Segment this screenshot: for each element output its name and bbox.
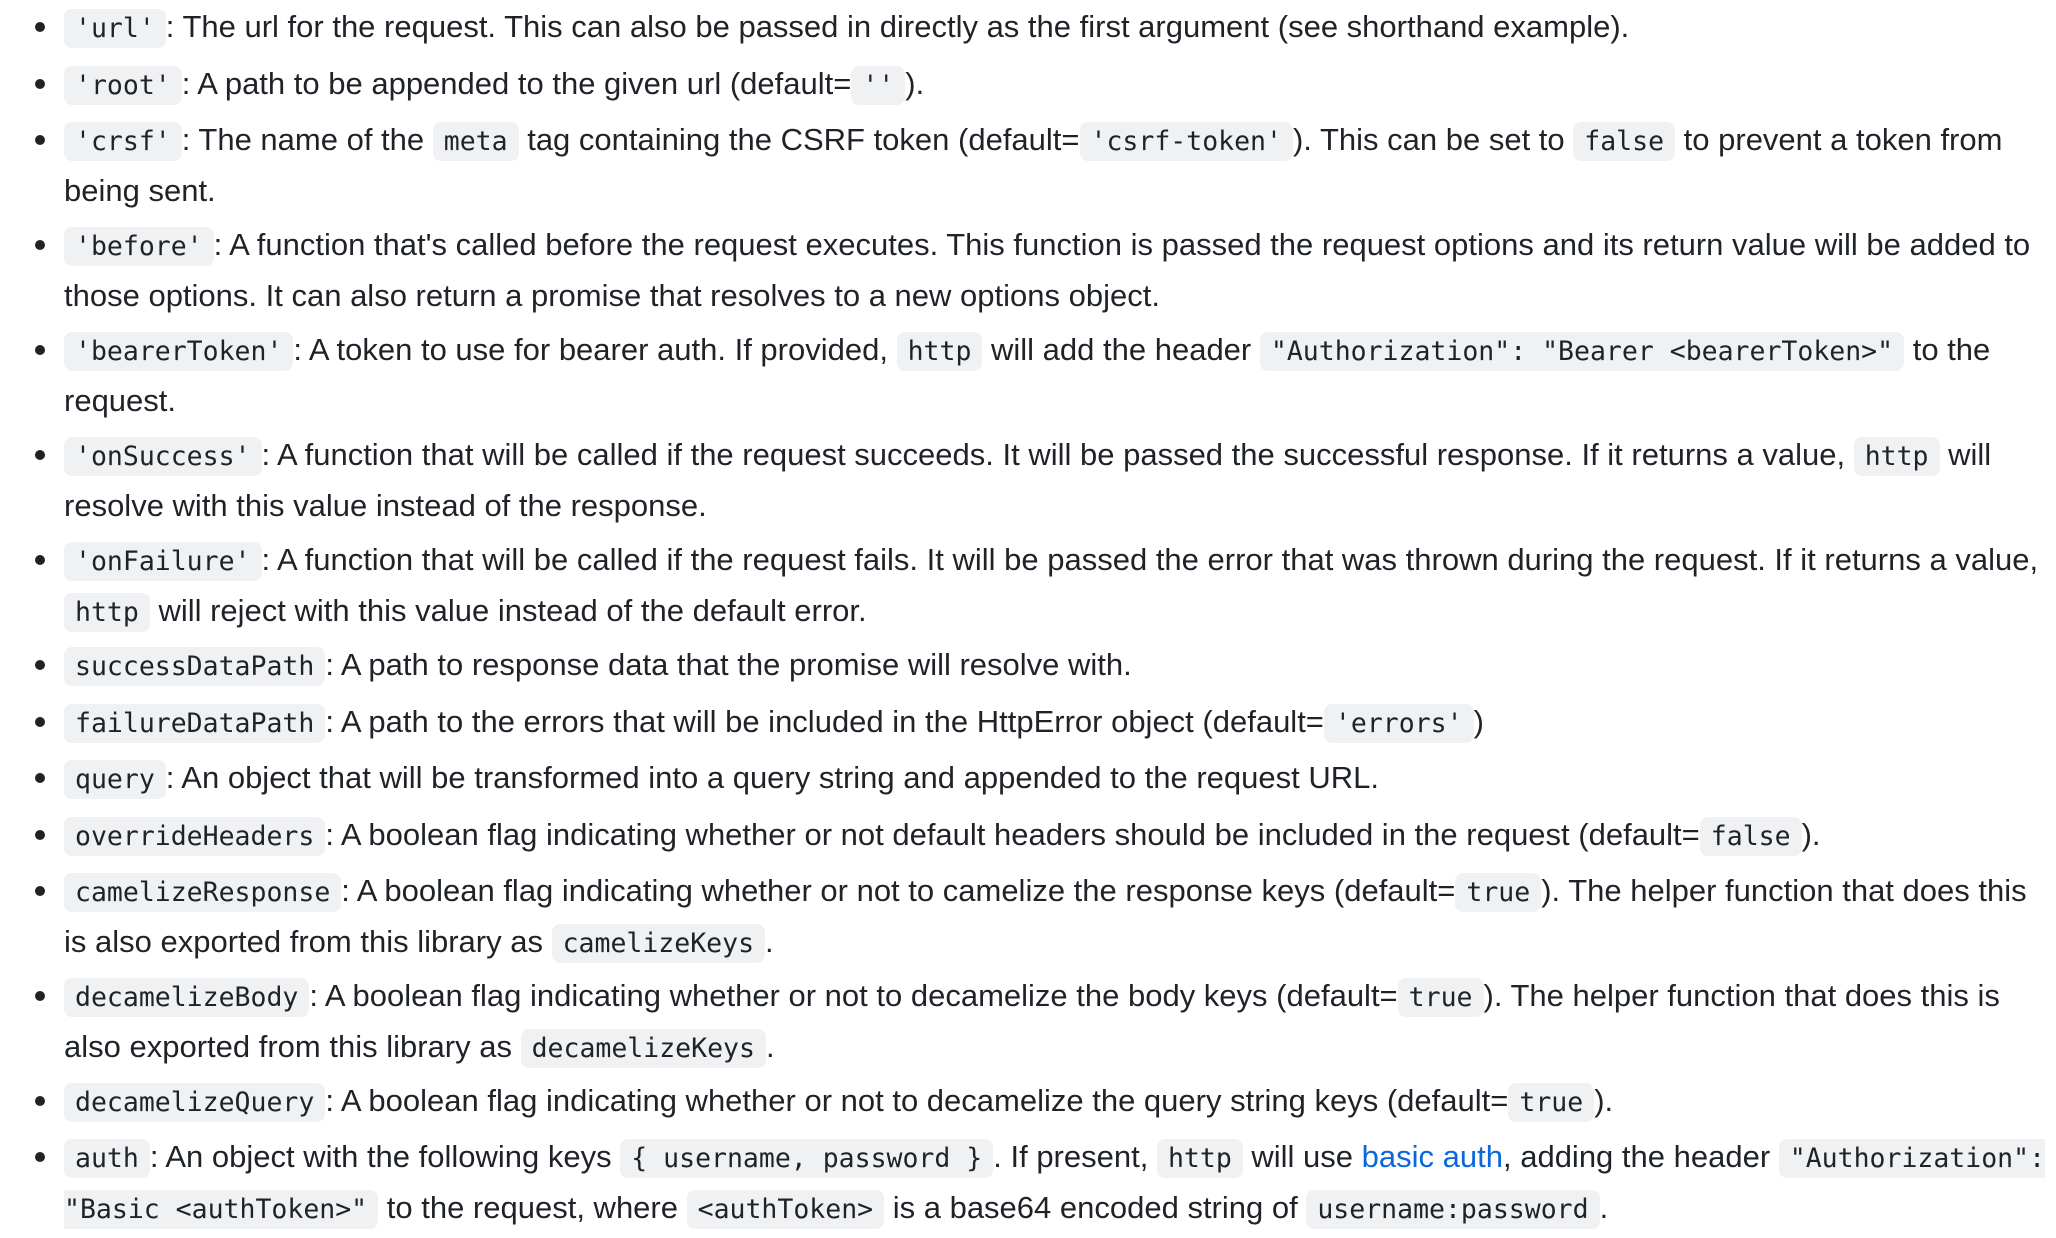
option-key-code: 'root' <box>64 66 182 105</box>
inline-code: "Authorization": "Basic <authToken>" <box>64 1139 2045 1229</box>
option-key-code: auth <box>64 1139 150 1178</box>
option-bearer-token <box>64 326 2049 425</box>
option-description: : A function that will be called if the request succeeds. It will be passed the successful response. If it returns a value, <box>261 437 1854 472</box>
bullet-icon <box>35 450 45 460</box>
bullet-icon <box>35 240 45 250</box>
option-key-code: camelizeResponse <box>64 873 341 912</box>
option-description: ). This can be set to <box>1292 122 1574 157</box>
option-description: : A boolean flag indicating whether or not to decamelize the query string keys (default= <box>325 1083 1509 1118</box>
option-description: : The name of the <box>181 122 433 157</box>
inline-code: true <box>1398 978 1484 1017</box>
inline-code: http <box>1157 1139 1243 1178</box>
option-description: . <box>765 923 774 959</box>
option-description: ) <box>1473 704 1484 739</box>
option-description: : A path to be appended to the given url (default= <box>181 66 852 101</box>
option-key-code: query <box>64 760 166 799</box>
option-query <box>64 754 2049 805</box>
inline-code: username:password <box>1306 1190 1599 1229</box>
option-description: will add the header <box>982 332 1260 367</box>
option-key-code: 'onSuccess' <box>64 437 262 476</box>
option-key-code: 'onFailure' <box>64 542 262 581</box>
bullet-icon <box>35 1152 45 1162</box>
option-description: : A boolean flag indicating whether or not to camelize the response keys (default= <box>341 873 1456 908</box>
option-description: . If present, <box>993 1139 1157 1174</box>
inline-code: 'csrf-token' <box>1080 122 1293 161</box>
option-failure-data-path <box>64 698 2049 749</box>
option-description: : A boolean flag indicating whether or not default headers should be included in the request (default= <box>325 817 1700 852</box>
option-decamelize-query <box>64 1077 2049 1128</box>
option-description: : A function that will be called if the request fails. It will be passed the error that was thrown during the request. If it returns a value, <box>261 542 2039 577</box>
inline-code: meta <box>433 122 519 161</box>
bullet-icon <box>35 886 45 896</box>
option-description: : A path to response data that the promise will resolve with. <box>325 647 1132 682</box>
option-crsf <box>64 116 2049 215</box>
inline-code: decamelizeKeys <box>521 1029 766 1068</box>
option-description: . <box>765 1028 775 1064</box>
bullet-icon <box>35 345 45 355</box>
inline-code: false <box>1573 122 1675 161</box>
option-description: ). <box>1801 817 1821 852</box>
option-description: : A function that's called before the request executes. This function is passed the request options and its return value will be added to those options. It can also return a promise that resolves to a new options object. <box>64 227 2031 313</box>
basic-auth-link[interactable]: basic auth <box>1361 1139 1503 1174</box>
option-description: ). The helper function that does this is also exported from this library as <box>64 873 2027 959</box>
bullet-icon <box>35 555 45 565</box>
inline-code: true <box>1455 873 1541 912</box>
inline-code: http <box>897 332 983 371</box>
option-description: will use <box>1242 1139 1362 1174</box>
option-url <box>64 3 2049 54</box>
bullet-icon <box>35 660 45 670</box>
option-description: to the request. <box>64 332 1991 418</box>
option-description: to the request, where <box>378 1189 687 1225</box>
option-success-data-path <box>64 641 2049 692</box>
bullet-icon <box>35 991 45 1001</box>
option-key-code: overrideHeaders <box>64 817 325 856</box>
bullet-icon <box>35 1096 45 1106</box>
bullet-icon <box>35 773 45 783</box>
option-key-code: 'bearerToken' <box>64 332 293 371</box>
inline-code: http <box>64 593 150 632</box>
inline-code: camelizeKeys <box>552 924 765 963</box>
option-description: . <box>1599 1189 1609 1225</box>
inline-code: false <box>1700 817 1802 856</box>
inline-code: '' <box>851 66 905 105</box>
bullet-icon <box>35 717 45 727</box>
option-description: will reject with this value instead of the default error. <box>149 592 867 628</box>
option-before <box>64 221 2049 320</box>
option-description: tag containing the CSRF token (default= <box>518 122 1080 157</box>
option-camelize-response <box>64 867 2049 968</box>
option-description: : The url for the request. This can also be passed in directly as the first argument (see shorthand example). <box>165 9 1630 44</box>
option-description: : A token to use for bearer auth. If provided, <box>293 332 897 367</box>
option-key-code: failureDataPath <box>64 704 325 743</box>
option-on-success <box>64 431 2049 530</box>
inline-code: <authToken> <box>687 1190 885 1229</box>
option-key-code: decamelizeBody <box>64 978 309 1017</box>
option-description: : A boolean flag indicating whether or not to decamelize the body keys (default= <box>309 978 1398 1013</box>
inline-code: http <box>1854 437 1940 476</box>
option-key-code: 'url' <box>64 9 166 48</box>
option-key-code: 'crsf' <box>64 122 182 161</box>
option-root <box>64 60 2049 111</box>
bullet-icon <box>35 135 45 145</box>
inline-code: true <box>1508 1083 1594 1122</box>
option-description: to prevent a token from being sent. <box>64 122 2003 208</box>
option-auth <box>64 1133 2049 1234</box>
option-key-code: decamelizeQuery <box>64 1083 325 1122</box>
bullet-icon <box>35 830 45 840</box>
option-description: ). <box>1594 1083 1614 1118</box>
option-description: : An object with the following keys <box>149 1139 621 1174</box>
option-on-failure <box>64 536 2049 637</box>
option-description: ). The helper function that does this is also exported from this library as <box>64 978 2000 1064</box>
inline-code: { username, password } <box>620 1139 993 1178</box>
bullet-icon <box>35 22 45 32</box>
option-key-code: 'before' <box>64 227 214 266</box>
option-decamelize-body <box>64 972 2049 1073</box>
option-description: is a base64 encoded string of <box>884 1189 1307 1225</box>
option-description: ). <box>905 66 925 101</box>
option-description: , adding the header <box>1502 1139 1779 1174</box>
bullet-icon <box>35 79 45 89</box>
option-description: will resolve with this value instead of the response. <box>64 437 1992 523</box>
option-description: : An object that will be transformed into a query string and appended to the request URL. <box>165 760 1379 795</box>
option-description: : A path to the errors that will be included in the HttpError object (default= <box>325 704 1324 739</box>
inline-code: "Authorization": "Bearer <bearerToken>" <box>1260 332 1904 371</box>
option-key-code: successDataPath <box>64 647 325 686</box>
inline-code: 'errors' <box>1324 704 1474 743</box>
option-override-headers <box>64 811 2049 862</box>
